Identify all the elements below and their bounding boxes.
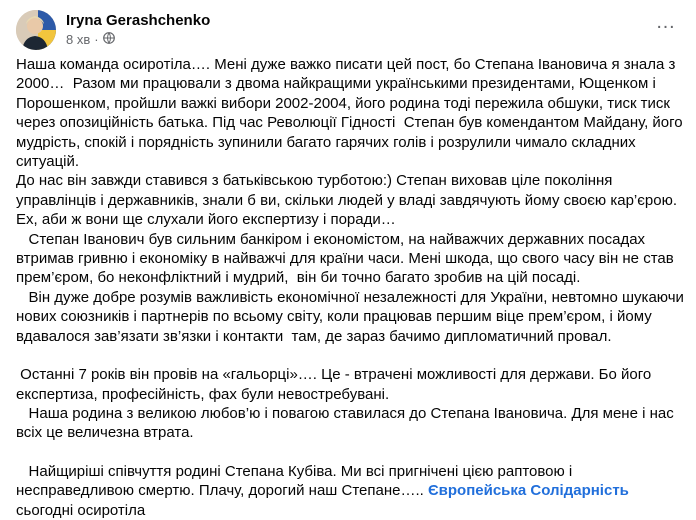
post-header — [16, 10, 680, 52]
post-paragraph: Він дуже добре розумів важливість економічної незалежності для України, невтомно шукаючи нових союзників і партнерів по всьому світу, коли працював першим віце прем’єром, і йому вдавалося зав’язати зв’язки і контакти там, де зараз бачимо дипломатичний провал. — [16, 288, 689, 345]
meta-separator: · — [94, 32, 99, 47]
paragraph-gap — [16, 443, 688, 462]
globe-icon — [103, 32, 115, 48]
post-paragraph-last — [16, 462, 688, 520]
post-text — [16, 55, 688, 520]
post-meta — [66, 32, 115, 48]
last-tail: сьогодні осиротіла — [16, 482, 634, 519]
paragraph-gap — [16, 346, 688, 365]
post-time[interactable]: 8 хв — [66, 32, 91, 47]
post-paragraph: Наша команда осиротіла…. Мені дуже важко писати цей пост, бо Степана Івановича я знала з 2000… Разом ми працювали з двома найкращими українськими президентами, Ющенком і Порошенком, пройшли важкі вибори 2002-2004, його родина тоді пережила обшуки, тиск тиск через опозиційність батька. Під час Революції Гідності Степан був комендантом Майдану, його мудрість, спокій і порядність зупинили багато гарячих голів і розрулили чимало складних ситуацій. — [16, 56, 687, 171]
more-options-icon[interactable]: … — [655, 11, 677, 33]
post-paragraph: Наша родина з великою любов’ю і повагою ставилася до Степана Івановича. Для мене і нас всіх це величезна втрата. — [16, 404, 678, 442]
page-mention-link[interactable]: Європейська Солідарність — [427, 482, 629, 500]
post-paragraph: Степан Іванович був сильним банкіром і економістом, на найважчих державних посадах втримав гривню і економіку в найважчі для країни часи. Мені шкода, що свого часу він не став прем’єром, бо неконфліктний і мудрий, він би точно багато зробив на цій посаді. — [16, 230, 678, 287]
author-avatar[interactable] — [16, 10, 56, 50]
avatar-image — [16, 10, 56, 50]
post-paragraph: Останні 7 років він провів на «гальорці»…. Це - втрачені можливості для держави. Бо його експертиза, професійність, фах були невостребувані. — [16, 366, 656, 403]
author-name[interactable]: Iryna Gerashchenko — [66, 12, 211, 29]
post-paragraph: До нас він завжди ставився з батьківською турботою:) Степан виховав ціле покоління управлінців і державників, знали б ви, скільки людей у владі завдячують йому своєю кар’єрою. Ех, аби ж вони ще слухали його експертизу і поради… — [16, 172, 682, 229]
last-text: Найщиріші співчуття родині Степана Кубіва. Ми всі пригнічені цією раптовою і несправедливою смертю. Плачу, дорогий наш Степане….. — [16, 462, 577, 500]
